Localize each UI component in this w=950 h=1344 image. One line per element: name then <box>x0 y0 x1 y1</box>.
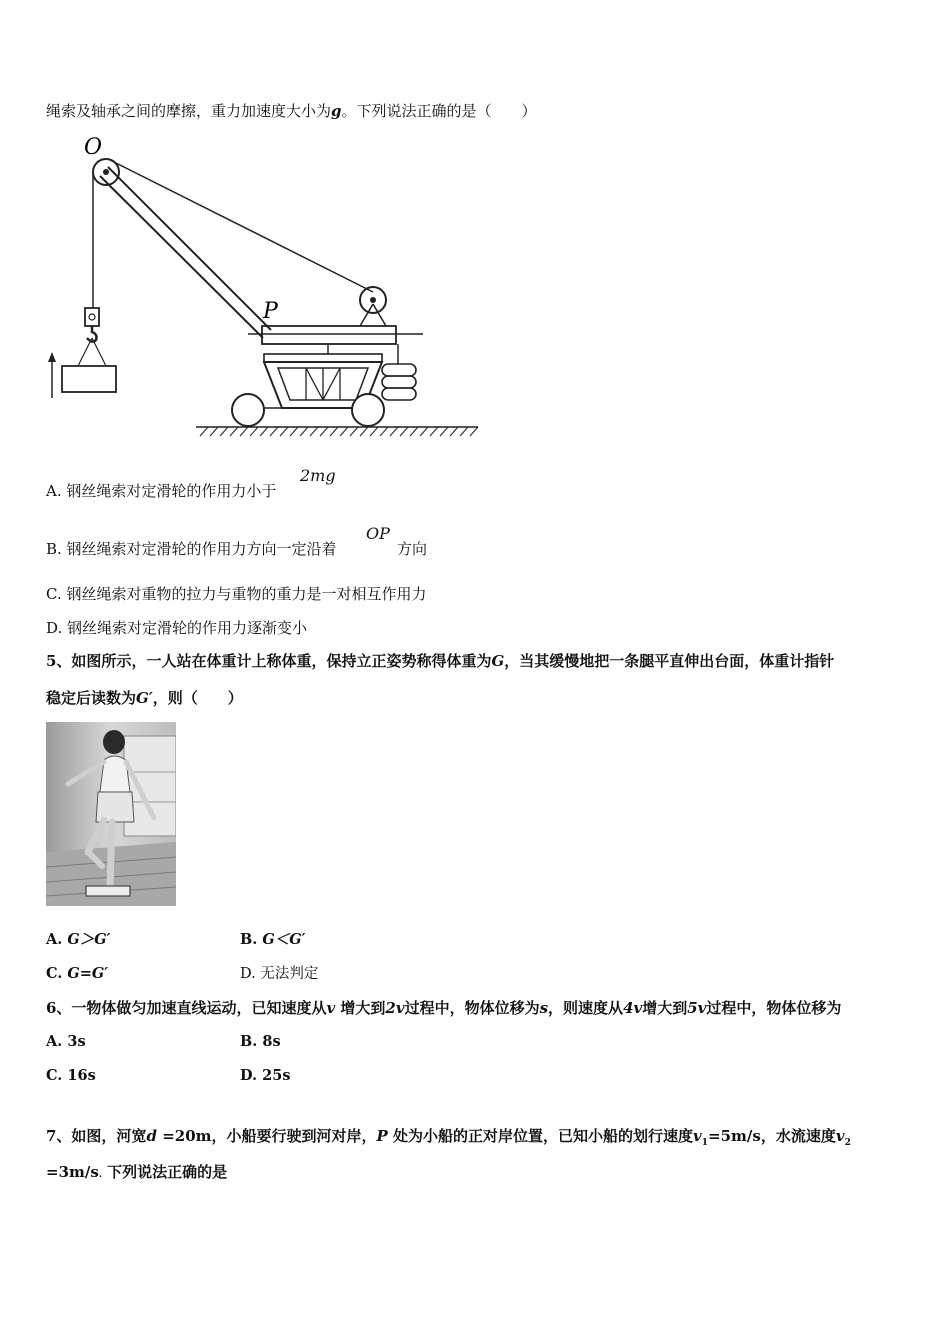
truss-diag-1 <box>306 368 323 400</box>
truss-diag-2 <box>323 368 340 400</box>
option-5b-label: B. <box>240 931 263 948</box>
q5-symbol-gprime: G′ <box>136 689 153 707</box>
q6-text-4: ，则速度从 <box>548 999 624 1017</box>
boom-edge-1 <box>108 167 271 330</box>
intro-tail: 。下列说法正确的是（ ） <box>341 102 537 120</box>
q7-text-2: =20m，小船要行驶到河对岸， <box>162 1127 377 1145</box>
option-4b <box>46 539 337 559</box>
load-box <box>62 366 116 392</box>
question-7-line-1 <box>46 1126 851 1153</box>
q5-text-c: 稳定后读数为 <box>46 689 137 707</box>
gravity-symbol: g <box>331 102 342 120</box>
question-5-line-2 <box>46 688 243 708</box>
q6-text-6: 过程中，物体位移为 <box>706 999 842 1017</box>
sling-left <box>78 338 92 366</box>
q7-text-4: =5m/s，水流速度 <box>708 1127 836 1145</box>
label-o: O <box>84 135 103 160</box>
option-6b-label: B. <box>240 1033 263 1050</box>
crane-figure <box>38 130 488 445</box>
wheel-left <box>232 394 264 426</box>
option-6b <box>240 1032 281 1052</box>
option-4c: C. 钢丝绳索对重物的拉力与重物的重力是一对相互作用力 <box>46 585 427 603</box>
truss-top-beam <box>264 354 382 362</box>
q6-s: s <box>539 999 549 1017</box>
option-5b <box>240 930 305 950</box>
option-5a <box>46 930 110 950</box>
q6-v3: 4v <box>623 999 643 1017</box>
option-6d-label: D. <box>240 1067 263 1084</box>
intro-text: 绳索及轴承之间的摩擦，重力加速度大小为 <box>46 102 332 120</box>
q6-text-5: 增大到 <box>642 999 688 1017</box>
question-7-line-2 <box>46 1162 227 1185</box>
option-4b-math: OP <box>366 524 390 543</box>
platform <box>262 326 396 344</box>
q7-text-1: 7、如图，河宽 <box>46 1127 147 1145</box>
q7-v1: v <box>693 1127 702 1145</box>
boom-edge-2 <box>100 176 263 338</box>
option-4b-text: B. 钢丝绳索对定滑轮的作用力方向一定沿着 <box>46 540 337 558</box>
q6-v1: v <box>326 999 336 1017</box>
velocity-arrowhead <box>48 352 56 362</box>
option-4d: D. 钢丝绳索对定滑轮的作用力逐渐变小 <box>46 619 308 637</box>
rear-pulley-axle <box>370 297 376 303</box>
hook-block <box>85 308 99 326</box>
option-5c-math: G=G′ <box>67 965 109 982</box>
q6-text-3: 过程中，物体位移为 <box>404 999 540 1017</box>
option-6a-value: 3s <box>67 1033 86 1050</box>
bathroom-scale <box>86 886 130 896</box>
option-6c-value: 16s <box>67 1067 96 1084</box>
option-5c-label: C. <box>46 965 68 982</box>
option-6d-value: 25s <box>262 1067 291 1084</box>
option-5d: D. 无法判定 <box>240 966 319 982</box>
q6-text-1: 6、一物体做匀加速直线运动，已知速度从 <box>46 999 327 1017</box>
option-4b-suffix <box>397 539 427 559</box>
question-6 <box>46 998 841 1018</box>
q7-d: d <box>146 1127 157 1145</box>
intro-line <box>46 101 537 121</box>
q5-text-b: ，当其缓慢地把一条腿平直伸出台面，体重计指针 <box>504 652 835 670</box>
top-pulley-axle <box>103 169 109 175</box>
option-4a-math: 2mg <box>300 466 336 485</box>
person-head <box>103 730 125 754</box>
q7-text-5: =3m/s <box>46 1163 99 1181</box>
counterweight-1 <box>382 364 416 376</box>
q7-v1-sub: 1 <box>701 1138 709 1148</box>
person-on-scale-photo <box>46 722 176 906</box>
option-4a <box>46 481 276 501</box>
option-6a <box>46 1032 86 1052</box>
q5-text-d: ，则（ ） <box>152 689 243 707</box>
sling-right <box>92 338 106 366</box>
label-p: P <box>263 299 278 324</box>
option-6c-label: C. <box>46 1067 68 1084</box>
q7-v2: v <box>835 1127 845 1145</box>
counterweight-2 <box>382 376 416 388</box>
option-5a-label: A. <box>46 931 68 948</box>
option-6c <box>46 1066 96 1086</box>
question-5-line-1 <box>46 651 834 671</box>
q5-text-a: 5、如图所示，一人站在体重计上称体重，保持立正姿势称得体重为 <box>46 652 492 670</box>
q7-text-6: . 下列说法正确的是 <box>98 1163 228 1181</box>
q5-symbol-g: G <box>491 652 505 670</box>
option-6b-value: 8s <box>262 1033 281 1050</box>
option-6a-label: A. <box>46 1033 68 1050</box>
option-6d <box>240 1066 291 1086</box>
q6-text-2: 增大到 <box>340 999 386 1017</box>
ground-hatching <box>200 427 478 436</box>
hook-block-pin <box>89 314 95 320</box>
q7-text-3: 处为小船的正对岸位置，已知小船的划行速度 <box>393 1127 694 1145</box>
option-5c <box>46 964 108 984</box>
q6-v2: 2v <box>385 999 405 1017</box>
option-5a-math: G＞G′ <box>67 931 111 948</box>
q6-v4: 5v <box>687 999 707 1017</box>
option-4a-text: A. 钢丝绳索对定滑轮的作用力小于 <box>46 482 277 500</box>
wheel-right <box>352 394 384 426</box>
q7-p: P <box>376 1127 388 1145</box>
option-5b-math: G＜G′ <box>262 931 306 948</box>
q7-v2-sub: 2 <box>844 1138 851 1148</box>
person-leg-standing <box>110 822 112 886</box>
option-4b-suffix-text: 方向 <box>397 540 428 558</box>
counterweight-3 <box>382 388 416 400</box>
